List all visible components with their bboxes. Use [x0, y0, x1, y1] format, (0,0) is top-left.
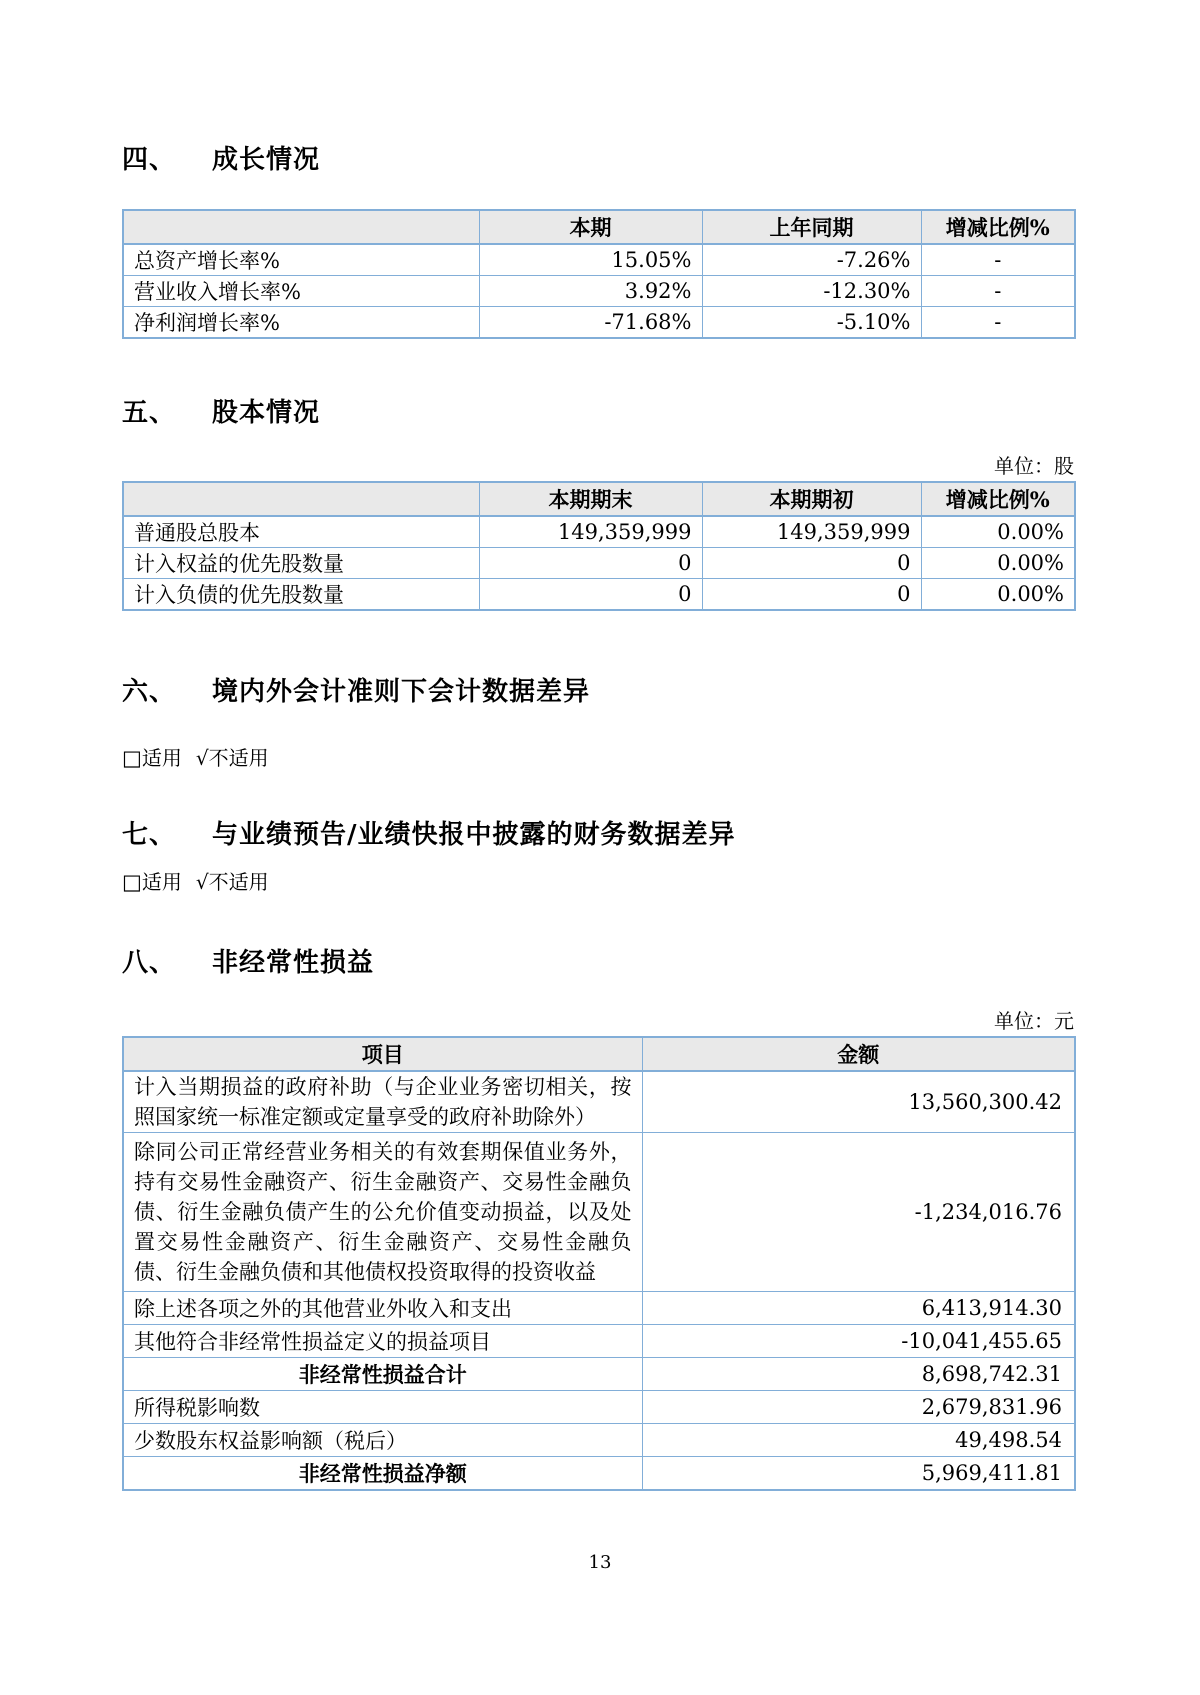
- value-cell: -: [921, 307, 1075, 339]
- section-forecast-diff-title: [122, 820, 1076, 850]
- row-label-net-total: 非经常性损益净额: [123, 1457, 642, 1491]
- section-share-capital-title: [122, 398, 1076, 428]
- row-label: 计入负债的优先股数量: [123, 579, 479, 611]
- unit-label: 单位：元: [994, 1009, 1074, 1033]
- value-cell: 0: [702, 579, 921, 611]
- section-number: 四、: [122, 145, 177, 175]
- section-number: 七、: [122, 820, 177, 850]
- value-cell: -: [921, 276, 1075, 307]
- row-label: 其他符合非经常性损益定义的损益项目: [123, 1325, 642, 1358]
- section-title-text: 股本情况: [212, 398, 321, 428]
- table-row: [123, 1391, 1075, 1424]
- value-cell: -5.10%: [702, 307, 921, 339]
- row-label: 所得税影响数: [123, 1391, 642, 1424]
- applicability-row: [122, 744, 1076, 772]
- table-row: [123, 244, 1075, 276]
- row-label: 计入权益的优先股数量: [123, 548, 479, 579]
- row-label: 除上述各项之外的其他营业外收入和支出: [123, 1292, 642, 1325]
- value-cell: 6,413,914.30: [642, 1292, 1075, 1325]
- checkbox-unchecked-icon: □: [122, 870, 142, 894]
- value-cell: -71.68%: [479, 307, 702, 339]
- value-cell: 5,969,411.81: [642, 1457, 1075, 1491]
- value-cell: 0.00%: [921, 579, 1075, 611]
- row-label: 总资产增长率%: [123, 244, 479, 276]
- value-cell: 0: [479, 548, 702, 579]
- table-row: [123, 1358, 1075, 1391]
- section-growth-title: [122, 145, 1076, 175]
- nonrecurring-table: [122, 1036, 1076, 1491]
- header-row: [123, 1037, 1075, 1071]
- table-row: [123, 1133, 1075, 1292]
- value-cell: 8,698,742.31: [642, 1358, 1075, 1391]
- corner-header: [123, 482, 479, 516]
- section-number: 八、: [122, 948, 177, 978]
- not-applicable-label: 不适用: [208, 746, 269, 770]
- value-cell: 149,359,999: [702, 516, 921, 548]
- section-accounting-diff-title: [122, 677, 1076, 707]
- column-header: 上年同期: [702, 210, 921, 244]
- table-row: [123, 307, 1075, 339]
- section-title-text: 境内外会计准则下会计数据差异: [212, 677, 591, 707]
- column-header: 本期期末: [479, 482, 702, 516]
- growth-table: [122, 209, 1076, 339]
- value-cell: -7.26%: [702, 244, 921, 276]
- section-number: 六、: [122, 677, 177, 707]
- column-header: 金额: [642, 1037, 1075, 1071]
- table-row: [123, 548, 1075, 579]
- section-title-text: 与业绩预告/业绩快报中披露的财务数据差异: [212, 820, 736, 850]
- applicable-label: 适用: [141, 746, 182, 770]
- table-row: [123, 1071, 1075, 1133]
- row-label: 计入当期损益的政府补助（与企业业务密切相关，按照国家统一标准定额或定量享受的政府补助除外）: [123, 1071, 642, 1133]
- value-cell: 3.92%: [479, 276, 702, 307]
- row-label-total: 非经常性损益合计: [123, 1358, 642, 1391]
- value-cell: 0.00%: [921, 548, 1075, 579]
- row-label: 少数股东权益影响额（税后）: [123, 1424, 642, 1457]
- checkbox-unchecked-icon: □: [122, 746, 142, 770]
- column-header: 本期: [479, 210, 702, 244]
- section-number: 五、: [122, 398, 177, 428]
- row-label: 营业收入增长率%: [123, 276, 479, 307]
- table-row: [123, 1292, 1075, 1325]
- row-label: 除同公司正常经营业务相关的有效套期保值业务外，持有交易性金融资产、衍生金融资产、交易性金融负债、衍生金融负债产生的公允价值变动损益，以及处置交易性金融资产、衍生金融资产、交易性金融负债、衍生金融负债和其他债权投资取得的投资收益: [123, 1133, 642, 1292]
- value-cell: -10,041,455.65: [642, 1325, 1075, 1358]
- value-cell: -: [921, 244, 1075, 276]
- applicability-row: [122, 868, 1076, 896]
- value-cell: -12.30%: [702, 276, 921, 307]
- table-row: [123, 1457, 1075, 1491]
- table-row: [123, 516, 1075, 548]
- check-icon: √: [195, 870, 209, 894]
- row-label: 普通股总股本: [123, 516, 479, 548]
- value-cell: -1,234,016.76: [642, 1133, 1075, 1292]
- header-row: [123, 482, 1075, 516]
- value-cell: 0.00%: [921, 516, 1075, 548]
- row-label: 净利润增长率%: [123, 307, 479, 339]
- value-cell: 2,679,831.96: [642, 1391, 1075, 1424]
- column-header: 增减比例%: [921, 210, 1075, 244]
- page-number: 13: [588, 1552, 612, 1573]
- check-icon: √: [195, 746, 209, 770]
- column-header: 项目: [123, 1037, 642, 1071]
- unit-label: 单位：股: [994, 454, 1074, 478]
- value-cell: 0: [479, 579, 702, 611]
- section-nonrecurring-title: [122, 948, 1076, 978]
- table-row: [123, 579, 1075, 611]
- column-header: 增减比例%: [921, 482, 1075, 516]
- table-row: [123, 1424, 1075, 1457]
- section-title-text: 成长情况: [212, 145, 321, 175]
- share-capital-table: [122, 481, 1076, 611]
- table-row: [123, 1325, 1075, 1358]
- header-row: [123, 210, 1075, 244]
- column-header: 本期期初: [702, 482, 921, 516]
- value-cell: 15.05%: [479, 244, 702, 276]
- corner-header: [123, 210, 479, 244]
- value-cell: 149,359,999: [479, 516, 702, 548]
- table-row: [123, 276, 1075, 307]
- section-title-text: 非经常性损益: [212, 948, 375, 978]
- not-applicable-label: 不适用: [208, 870, 269, 894]
- value-cell: 13,560,300.42: [642, 1071, 1075, 1133]
- applicable-label: 适用: [141, 870, 182, 894]
- value-cell: 0: [702, 548, 921, 579]
- value-cell: 49,498.54: [642, 1424, 1075, 1457]
